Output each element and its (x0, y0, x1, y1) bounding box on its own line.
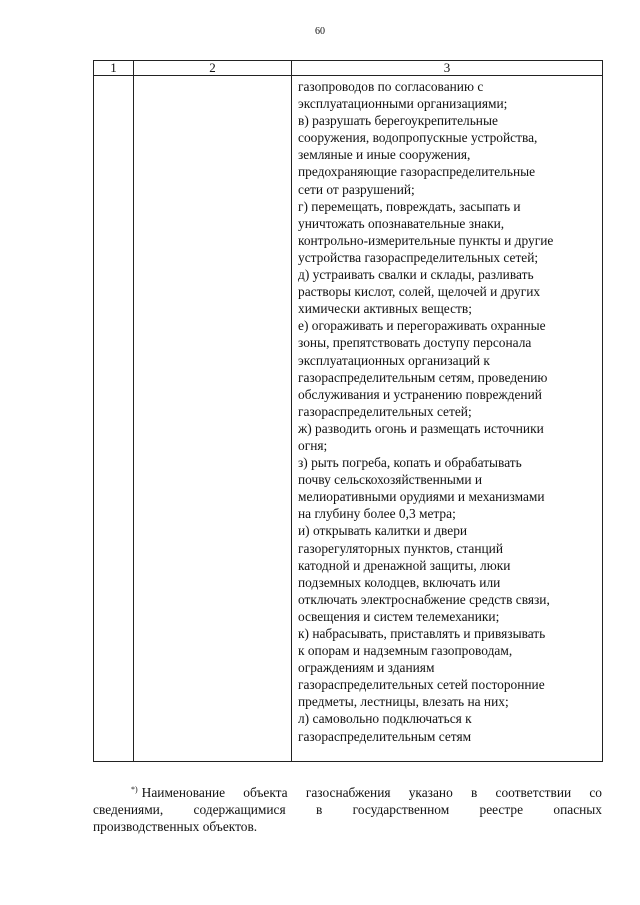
table-cell-col3 (292, 76, 603, 762)
text-line: контрольно-измерительные пункты и другие (298, 232, 554, 248)
text-line: л) самовольно подключаться к (298, 711, 472, 727)
text-line: к) набрасывать, приставлять и привязывать (298, 626, 546, 641)
text-line: отключать электроснабжение средств связи, (298, 591, 550, 607)
text-line: огня; (298, 437, 328, 453)
table-cell-col1 (94, 76, 134, 762)
table-header-row (94, 61, 603, 76)
footnote-text-1: Наименование объекта газоснабжения указано в соответствии со (141, 785, 602, 800)
text-line: эксплуатационных организаций к (298, 352, 490, 368)
text-line: газораспределительных сетей; (298, 403, 472, 419)
text-line: катодной и дренажной защиты, люки (298, 557, 511, 573)
text-line: мелиоративными орудиями и механизмами (298, 489, 545, 505)
text-line: д) устраивать свалки и склады, разливать (298, 267, 534, 283)
text-line: газопроводов по согласованию с (298, 79, 484, 94)
table-cell-col2 (134, 76, 292, 762)
footnote-line-2: сведениями, содержащимися в государственном реестре опасных (93, 802, 602, 817)
text-line: и) открывать калитки и двери (298, 523, 468, 539)
col3-text-lines (292, 76, 602, 745)
footnote-line-1 (93, 784, 602, 801)
text-line: предметы, лестницы, влезать на них; (298, 694, 509, 710)
text-line: е) огораживать и перегораживать охранные (298, 318, 546, 334)
text-line: газорегуляторных пунктов, станций (298, 540, 504, 556)
text-line: зоны, препятствовать доступу персонала (298, 335, 532, 351)
text-line: почву сельскохозяйственными и (298, 472, 483, 488)
footnote-line-3: производственных объектов. (93, 819, 258, 834)
text-line: газораспределительным сетям (298, 728, 472, 744)
page-number: 60 (315, 26, 325, 37)
text-line: ж) разводить огонь и размещать источники (298, 420, 544, 436)
text-line: химически активных веществ; (298, 301, 472, 317)
text-line: на глубину более 0,3 метра; (298, 506, 456, 522)
text-line: газораспределительным сетям, проведению (298, 369, 548, 385)
text-line: обслуживания и устранению повреждений (298, 386, 542, 402)
table-row (94, 76, 603, 762)
document-table (93, 60, 603, 762)
text-line: ограждениям и зданиям (298, 660, 435, 676)
text-line: земляные и иные сооружения, (298, 147, 471, 163)
column-header-1: 1 (94, 61, 134, 76)
footnote (93, 784, 602, 835)
column-header-2: 2 (134, 61, 292, 76)
text-line: газораспределительных сетей посторонние (298, 677, 545, 693)
text-line: устройства газораспределительных сетей; (298, 249, 539, 265)
text-line: предохраняющие газораспределительные (298, 164, 536, 180)
text-line: эксплуатационными организациями; (298, 96, 508, 112)
column-header-3: 3 (292, 61, 603, 76)
text-line: уничтожать опознавательные знаки, (298, 215, 505, 231)
text-line: растворы кислот, солей, щелочей и других (298, 284, 541, 300)
text-line: сети от разрушений; (298, 181, 415, 197)
text-line: сооружения, водопропускные устройства, (298, 130, 538, 146)
text-line: г) перемещать, повреждать, засыпать и (298, 198, 521, 214)
text-line: к опорам и надземным газопроводам, (298, 643, 513, 659)
text-line: в) разрушать берегоукрепительные (298, 113, 498, 129)
text-line: подземных колодцев, включать или (298, 574, 501, 590)
text-line: освещения и систем телемеханики; (298, 608, 500, 624)
text-line: з) рыть погреба, копать и обрабатывать (298, 455, 522, 471)
footnote-marker: *) (131, 784, 138, 794)
